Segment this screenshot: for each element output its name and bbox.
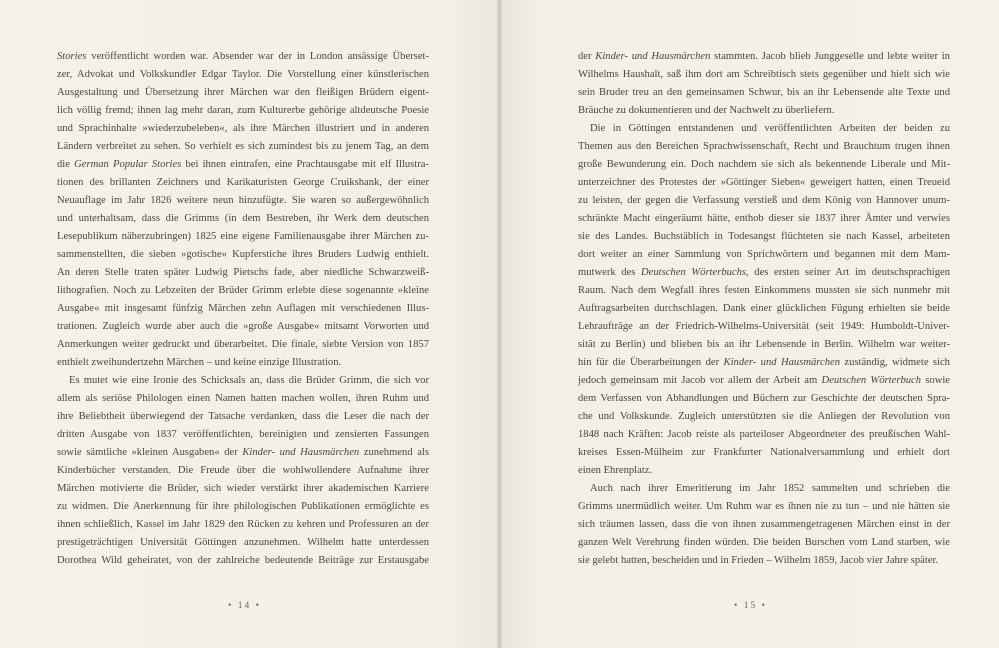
text-segment: Lesepublikum näherzubringen) 1825 eine eigene Familienausgabe ihrer Märchen zu- — [57, 231, 429, 243]
text-segment: Auch nach ihrer Emeritierung im Jahr 1852 sammelten und schrieben die — [590, 483, 950, 495]
text-line — [57, 534, 429, 552]
text-line — [57, 480, 429, 498]
text-segment: ihnen schließlich, Kassel im Jahr 1829 den Rücken zu kehren und Professuren an der — [57, 519, 429, 531]
right-page — [500, 0, 999, 648]
text-line — [57, 174, 429, 192]
text-line — [578, 174, 950, 192]
text-line — [57, 264, 429, 282]
text-segment: sowie — [921, 375, 950, 387]
text-line — [57, 192, 429, 210]
text-segment: große Bewunderung ein. Doch nachdem sie sich als bekennende Liberale und Mit- — [578, 159, 950, 171]
text-line — [57, 372, 429, 390]
italic-title-text: Kinder- und Hausmärchen — [723, 357, 840, 369]
text-line — [578, 156, 950, 174]
text-segment: zunehmend als — [359, 447, 429, 459]
text-line — [57, 210, 429, 228]
text-segment: Ausgabe« mit insgesamt fünfzig Märchen zehn Auflagen mit verschiedenen Illus- — [57, 303, 429, 315]
text-line — [578, 120, 950, 138]
text-segment: Lehraufträge an der Friedrich-Wilhelms-Universität (seit 1949: Humboldt-Univer- — [578, 321, 950, 333]
text-segment: ganzen Welt Verehrung finden würden. Die beiden Burschen vom Land starben, wie — [578, 537, 950, 549]
text-line — [57, 318, 429, 336]
italic-title-text: Stories — [57, 51, 87, 62]
text-line — [578, 390, 950, 408]
italic-title-text: Deutschen Wörterbuchs — [641, 267, 747, 279]
text-segment: mutwerk des — [578, 267, 641, 279]
text-line — [578, 408, 950, 426]
text-line — [57, 84, 429, 102]
text-line — [578, 282, 950, 300]
text-segment: sie gelebt hatten, bescheiden und in Frieden – Wilhelm 1859, Jacob vier Jahre später. — [578, 555, 939, 567]
text-line — [578, 210, 950, 228]
text-line — [578, 372, 950, 390]
text-segment: , des ersten seiner Art im deutschsprachigen — [746, 267, 950, 279]
text-segment: die — [57, 159, 75, 171]
text-segment: sammenstellten, die sieben »gotische« Kupferstiche ihres Bruders Ludwig enthielt. — [57, 249, 429, 261]
text-segment: dort weiter an einer Sammlung von Sprichwörtern und begannen mit dem Mam- — [578, 249, 950, 261]
text-line — [57, 282, 429, 300]
left-page-body-text — [57, 48, 429, 570]
text-segment: Ländern verbreitet zu sehen. So verhielt es sich zumindest bis zu jenem Tag, an dem — [57, 141, 429, 153]
text-line — [57, 354, 429, 372]
text-line — [578, 192, 950, 210]
text-segment: Bräuche zu dokumentieren und der Nachwelt zu überliefern. — [578, 105, 835, 117]
text-segment: Dorothea Wild geheiratet, von der zahlreiche bedeutende Beiträge zur Erstausgabe — [57, 555, 429, 567]
text-segment: einen Ehrenplatz. — [578, 465, 653, 477]
text-segment: sich träumen lassen, dass die von ihnen zusammengetragenen Märchen einst in der — [578, 519, 950, 531]
text-line — [578, 246, 950, 264]
text-line — [578, 426, 950, 444]
text-segment: ihre Beliebtheit überwiegend der Tatsache verdanken, dass die Leser die nach der — [57, 411, 429, 423]
text-line — [57, 120, 429, 138]
text-line — [57, 246, 429, 264]
text-segment: Kinderbücher verstanden. Die Freude über die wohlwollendere Aufnahme ihrer — [57, 465, 429, 477]
text-line — [578, 48, 950, 66]
text-line — [57, 102, 429, 120]
text-line — [57, 516, 429, 534]
text-segment: schränkte Macht eingeräumt hätte, enthob dieser sie 1837 ihrer Ämter und verwies — [578, 213, 950, 225]
text-segment: lich völlig fremd; ihnen lag mehr daran, zum Kulturerbe gehörige altdeutsche Poesie — [57, 105, 429, 117]
text-line — [578, 480, 950, 498]
text-line — [57, 300, 429, 318]
text-segment: Neuauflage im Jahr 1826 weitere neun hinzufügte. Sie waren so außergewöhnlich — [57, 195, 429, 207]
text-segment: zu leisten, der gegen die Verfassung verstieß und dem König von Hannover unum- — [578, 195, 950, 207]
text-segment: zuständig, widmete sich — [840, 357, 950, 369]
text-segment: lithografien. Noch zu Lebzeiten der Brüder Grimm erlebte diese sogenannte »kleine — [57, 285, 429, 297]
text-line — [57, 498, 429, 516]
text-segment: Auftragsarbeiten durchschlagen. Dank einer glücklichen Fügung erhielten sie beide — [578, 303, 950, 315]
text-segment: veröffentlicht worden war. Absender war der in London ansässige Überset- — [86, 51, 429, 62]
text-segment: prestigeträchtigen Universität Göttingen anzunehmen. Wilhelm hatte unterdessen — [57, 537, 429, 549]
text-line — [57, 66, 429, 84]
text-line — [57, 156, 429, 174]
text-segment: Anmerkungen weiter gedruckt und überarbeitet. Die finale, siebte Version von 1857 — [57, 339, 429, 351]
text-segment: enthielt zweihundertzehn Märchen – und keine einzige Illustration. — [57, 357, 342, 369]
text-line — [57, 426, 429, 444]
text-segment: trationen. Zugleich wurde aber auch die »große Ausgabe« mitsamt Vorworten und — [57, 321, 429, 333]
text-segment: allem als seriöse Philologen einen Namen hatten machen wollen, ihren Ruhm und — [57, 393, 429, 405]
text-line — [578, 264, 950, 282]
text-line — [578, 552, 950, 570]
text-line — [578, 534, 950, 552]
text-segment: 1848 nach Kräften: Jacob reiste als parteiloser Abgeordneter des preußischen Wahl- — [578, 429, 950, 441]
text-segment: Raum. Nach dem Wegfall ihres festen Einkommens mussten sie sich nunmehr mit — [578, 285, 950, 297]
text-segment: zer, Advokat und Volkskundler Edgar Taylor. Die Vorstellung einer künstlerischen — [57, 69, 429, 81]
text-line — [578, 354, 950, 372]
text-segment: sowie sämtliche »kleinen Ausgaben« der — [57, 447, 243, 459]
text-line — [578, 444, 950, 462]
text-segment: Wilhelms Haushalt, saß ihm dort am Schreibtisch stets gegenüber und hielt sich wie — [578, 69, 950, 81]
text-segment: Es mutet wie eine Ironie des Schicksals an, dass die Brüder Grimm, die sich vor — [69, 375, 429, 387]
text-segment: und Sprachinhalte »wiederzubeleben«, als ihre Märchen illustriert und in anderen — [57, 123, 429, 135]
book-gutter — [497, 0, 502, 648]
text-line — [57, 408, 429, 426]
text-segment: dritten Ausgabe von 1837 veröffentlichten, bereinigten und zensierten Fassungen — [57, 429, 429, 441]
text-segment: Märchen motivierte die Brüder, sich wieder verstärkt ihrer akademischen Karriere — [57, 483, 429, 495]
text-line — [57, 228, 429, 246]
text-line — [578, 336, 950, 354]
text-segment: Die in Göttingen entstandenen und veröffentlichten Arbeiten der beiden zu — [590, 123, 950, 135]
text-segment: Ausgestaltung und Übersetzung ihrer Märchen war den fleißigen Brüdern eigent- — [57, 87, 429, 99]
text-line — [57, 444, 429, 462]
italic-title-text: German Popular Stories — [74, 159, 182, 171]
text-segment: hin für die Überarbeitungen der — [578, 357, 724, 369]
text-segment: tionen des brillanten Zeichners und Karikaturisten George Cruikshank, der einer — [57, 177, 429, 189]
italic-title-text: Deutschen Wörterbuch — [821, 375, 922, 387]
text-segment: der — [578, 51, 596, 62]
right-page-body-text — [578, 48, 950, 570]
text-segment: und unterhaltsam, dass die Grimms (in dem Bestreben, ihr Werk dem deutschen — [57, 213, 429, 225]
text-segment: unterzeichner des Protestes der »Göttinger Sieben« geweigert hatten, einen Treueid — [578, 177, 950, 189]
text-line — [578, 228, 950, 246]
text-line — [57, 48, 429, 66]
text-line — [578, 498, 950, 516]
text-line — [57, 336, 429, 354]
text-segment: sein Bruder treu an den gemeinsamen Schwur, bis an ihr Lebensende alte Texte und — [578, 87, 950, 99]
text-line — [578, 138, 950, 156]
text-segment: che und Volkskunde. Zugleich unterstützten sie die Anliegen der Revolution von — [578, 411, 950, 423]
text-segment: bei ihnen eintrafen, eine Prachtausgabe mit elf Illustra- — [181, 159, 429, 171]
text-segment: An deren Stelle traten später Ludwig Pietschs fade, aber niedliche Schwarzweiß- — [57, 267, 429, 279]
text-segment: sie des Landes. Buchstäblich in Todesangst flüchteten sie nach Kassel, arbeiteten — [578, 231, 950, 243]
text-segment: jedoch gemeinsam mit Jacob vor allem der Arbeit am — [578, 375, 822, 387]
text-segment: kreises Essen-Mülheim zur Frankfurter Nationalversammlung und erhielt dort — [578, 447, 950, 459]
text-line — [578, 300, 950, 318]
text-segment: stammten. Jacob blieb Junggeselle und lebte weiter in — [710, 51, 950, 62]
text-segment: dem Verfassen von Abhandlungen und Büchern zur Geschichte der deutschen Spra- — [578, 393, 950, 405]
text-line — [578, 516, 950, 534]
text-line — [578, 66, 950, 84]
text-segment: sität zu Berlin) und blieben bis an ihr Lebensende in Berlin. Wilhelm war weiter- — [578, 339, 950, 351]
text-line — [578, 462, 950, 480]
text-line — [578, 318, 950, 336]
text-segment: Themen aus den Bereichen Sprachwissenschaft, Recht und Brauchtum trugen ihnen — [578, 141, 950, 153]
left-page-number: • 14 • — [228, 601, 261, 611]
right-page-number: • 15 • — [734, 601, 767, 611]
text-line — [57, 552, 429, 570]
text-line — [578, 84, 950, 102]
text-line — [57, 390, 429, 408]
italic-title-text: Kinder- und Hausmärchen — [595, 51, 711, 62]
text-segment: zu widmen. Die Anerkennung für ihre philologischen Publikationen ermöglichte es — [57, 501, 429, 513]
text-line — [57, 138, 429, 156]
text-line — [57, 462, 429, 480]
text-segment: Grimms unermüdlich weiter. Um Ruhm war es ihnen nie zu tun – und nie hätten sie — [578, 501, 950, 513]
text-line — [578, 102, 950, 120]
italic-title-text: Kinder- und Hausmärchen — [242, 447, 360, 459]
